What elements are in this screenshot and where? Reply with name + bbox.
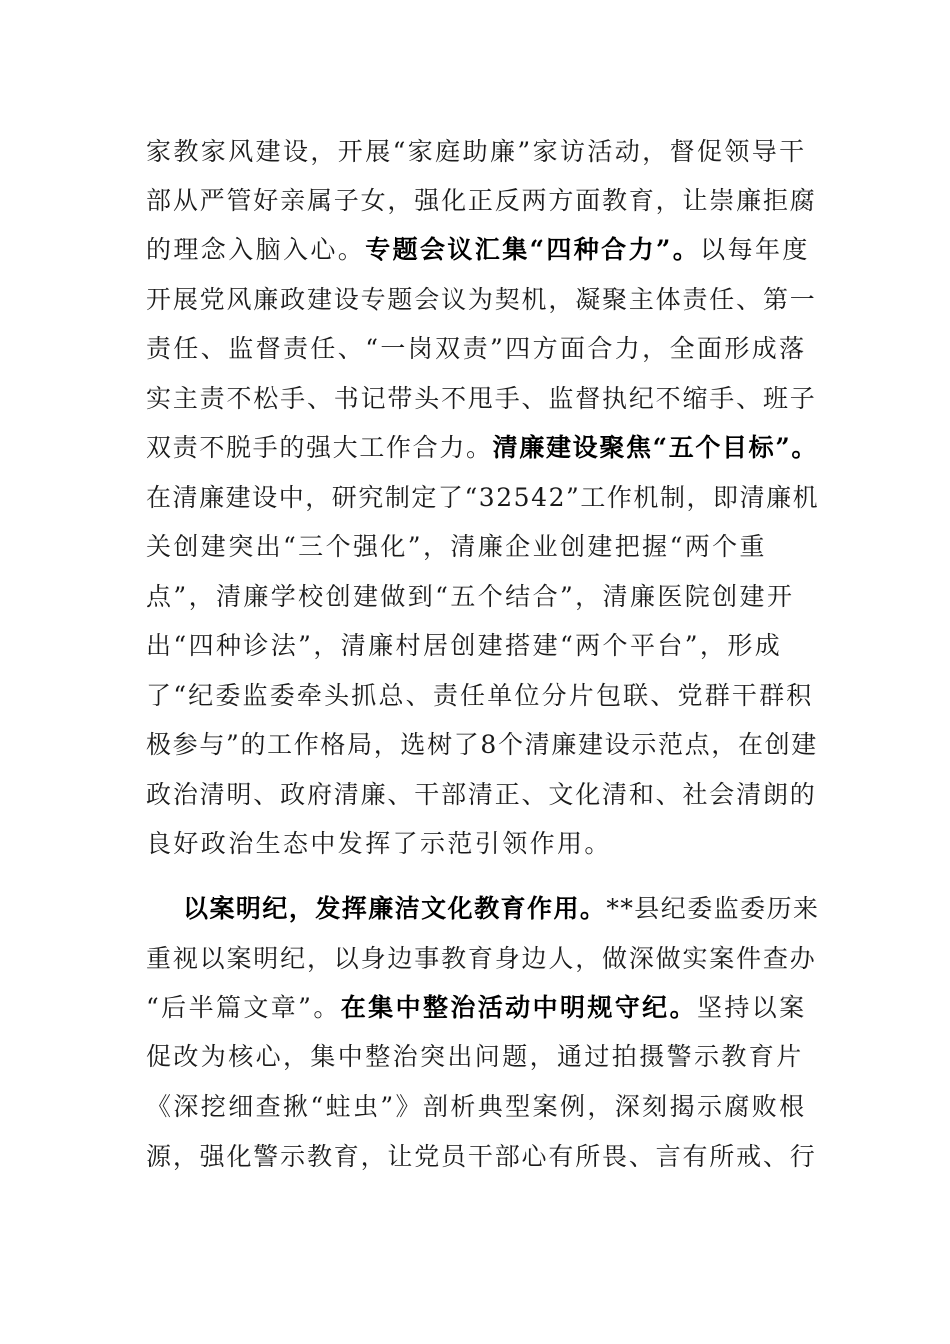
bold-heading-run: 清廉建设聚焦“五个目标”。 bbox=[492, 433, 819, 462]
bold-heading-run: 以案明纪，发挥廉洁文化教育作用。 bbox=[183, 894, 607, 923]
paragraph-1-line-3 bbox=[146, 230, 810, 270]
paragraph-2-line-6 bbox=[146, 1137, 817, 1177]
paragraph-1-line-4 bbox=[146, 280, 817, 320]
paragraph-1-line-8 bbox=[146, 478, 819, 518]
bold-heading-run: 在集中整治活动中明规守纪。 bbox=[340, 993, 697, 1022]
paragraph-1-line-15 bbox=[146, 824, 612, 864]
paragraph-1-line-7 bbox=[146, 428, 818, 468]
text-run: 双责不脱手的强大工作合力。 bbox=[146, 433, 493, 462]
paragraph-1-line-12 bbox=[146, 676, 813, 716]
paragraph-1-line-10 bbox=[146, 577, 794, 617]
bold-heading-run: 专题会议汇集“四种合力”。 bbox=[365, 235, 701, 264]
text-run: 责任、监督责任、“一岗双责”四方面合力，全面形成落 bbox=[146, 334, 807, 363]
text-run: **县纪委监委历来 bbox=[606, 894, 820, 923]
paragraph-2-line-2 bbox=[146, 939, 817, 979]
text-run: 部从严管好亲属子女，强化正反两方面教育，让崇廉拒腐 bbox=[146, 186, 817, 215]
paragraph-2-line-1 bbox=[183, 889, 820, 929]
paragraph-1-line-6 bbox=[146, 379, 817, 419]
text-run: 坚持以案 bbox=[696, 993, 807, 1022]
text-run: 《深挖细查揪“蛀虫”》剖析典型案例，深刻揭示腐败根 bbox=[146, 1092, 807, 1121]
text-run: 重视以案明纪，以身边事教育身边人，做深做实案件查办 bbox=[146, 944, 817, 973]
text-run: 开展党风廉政建设专题会议为契机，凝聚主体责任、第一 bbox=[146, 285, 817, 314]
paragraph-1-line-1 bbox=[146, 132, 807, 172]
text-run: 良好政治生态中发挥了示范引领作用。 bbox=[146, 829, 612, 858]
text-run: 源，强化警示教育，让党员干部心有所畏、言有所戒、行 bbox=[146, 1142, 817, 1171]
text-run: 政治清明、政府清廉、干部清正、文化清和、社会清朗的 bbox=[146, 780, 817, 809]
paragraph-1-line-13 bbox=[146, 725, 818, 765]
text-run: 以每年度 bbox=[700, 235, 810, 264]
text-run: 了“纪委监委牵头抓总、责任单位分片包联、党群干群积 bbox=[146, 681, 814, 710]
text-run: 家教家风建设，开展“家庭助廉”家访活动，督促领导干 bbox=[146, 137, 807, 166]
text-run: 促改为核心，集中整治突出问题，通过拍摄警示教育片 bbox=[146, 1042, 804, 1071]
text-run: 实主责不松手、书记带头不甩手、监督执纪不缩手、班子 bbox=[146, 384, 817, 413]
paragraph-2-line-3 bbox=[146, 988, 807, 1028]
text-run: 极参与”的工作格局，选树了8个清廉建设示范点，在创建 bbox=[146, 730, 818, 759]
text-run: 关创建突出“三个强化”，清廉企业创建把握“两个重 bbox=[146, 532, 767, 561]
text-run: 在清廉建设中，研究制定了“32542”工作机制，即清廉机 bbox=[146, 483, 820, 512]
paragraph-2-line-5 bbox=[146, 1087, 807, 1127]
text-run: 的理念入脑入心。 bbox=[146, 235, 366, 264]
paragraph-1-line-14 bbox=[146, 775, 817, 815]
text-run: “后半篇文章”。 bbox=[146, 993, 341, 1022]
paragraph-1-line-2 bbox=[146, 181, 817, 221]
text-run: 出“四种诊法”，清廉村居创建搭建“两个平台”，形成 bbox=[146, 631, 783, 660]
text-run: 点”，清廉学校创建做到“五个结合”，清廉医院创建开 bbox=[146, 582, 795, 611]
paragraph-1-line-11 bbox=[146, 626, 782, 666]
paragraph-2-line-4 bbox=[146, 1037, 804, 1077]
paragraph-1-line-5 bbox=[146, 329, 807, 369]
paragraph-1-line-9 bbox=[146, 527, 767, 567]
